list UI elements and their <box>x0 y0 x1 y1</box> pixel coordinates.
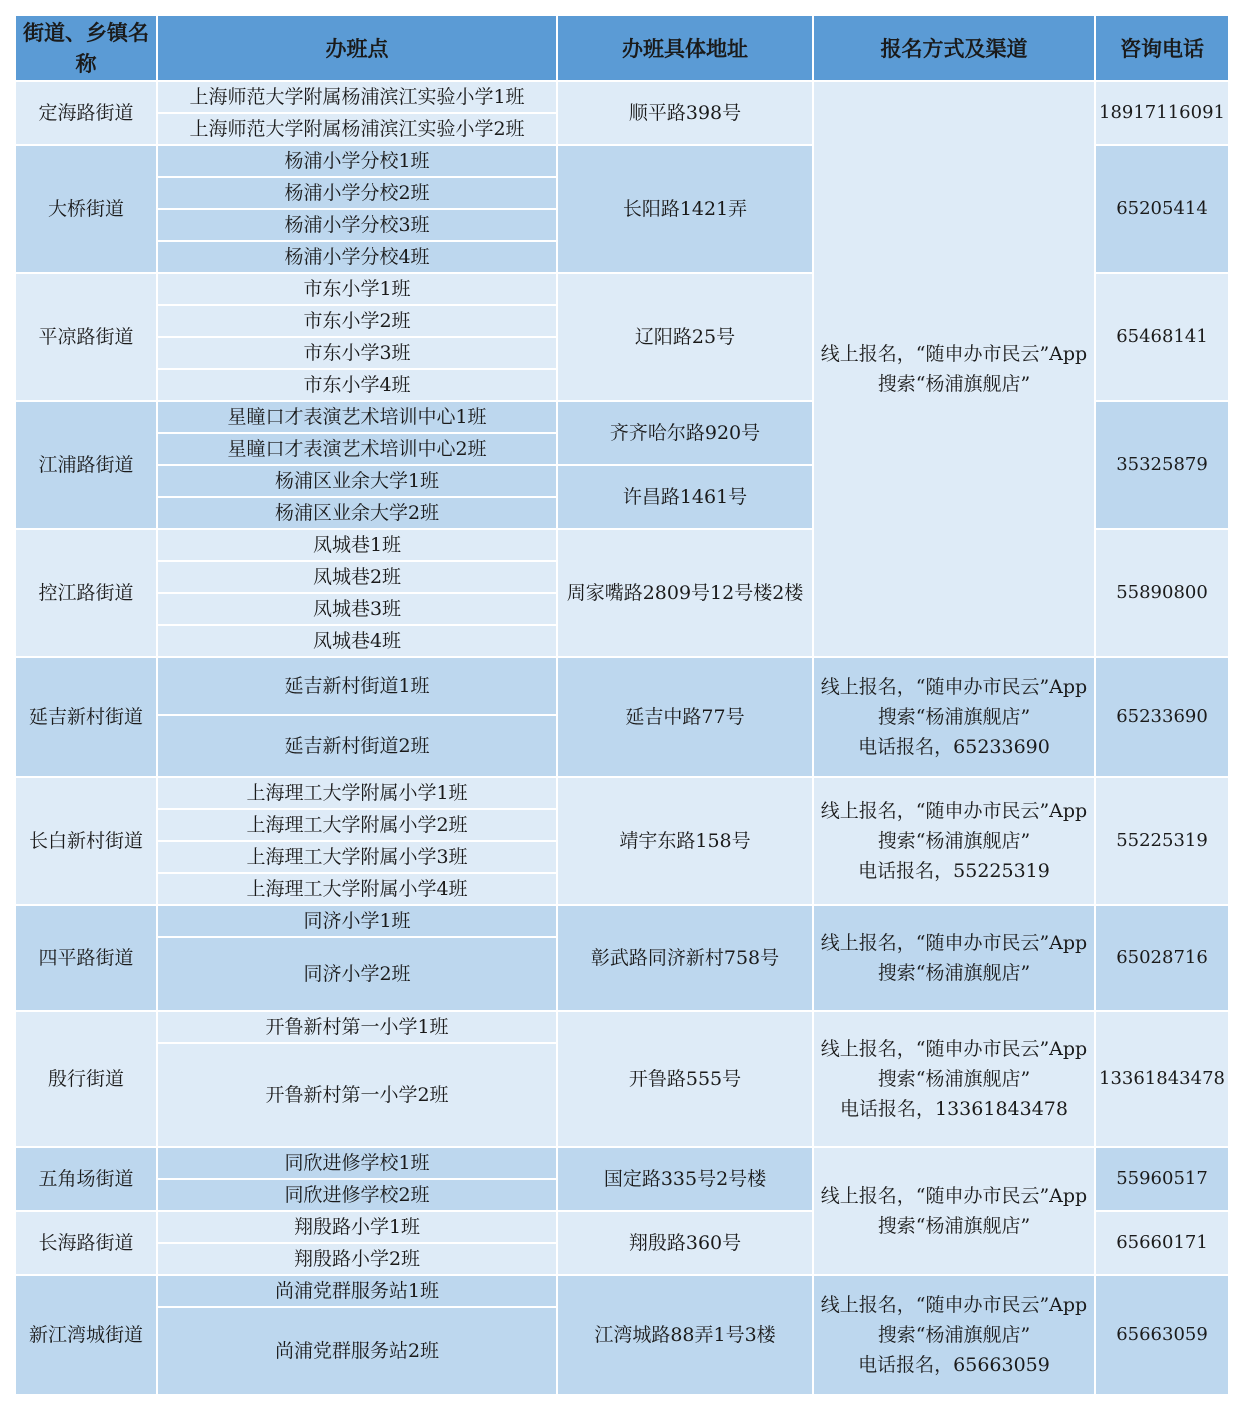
contact-phone: 65663059 <box>1095 1275 1229 1395</box>
class-site: 星瞳口才表演艺术培训中心2班 <box>157 433 557 465</box>
class-address: 周家嘴路2809号12号楼2楼 <box>557 529 813 657</box>
district-name: 五角场街道 <box>15 1147 157 1211</box>
class-site: 上海理工大学附属小学2班 <box>157 809 557 841</box>
class-address: 长阳路1421弄 <box>557 145 813 273</box>
class-site: 市东小学3班 <box>157 337 557 369</box>
registration-method <box>813 905 1095 1011</box>
district-name: 殷行街道 <box>15 1011 157 1147</box>
district-name: 定海路街道 <box>15 81 157 145</box>
registration-search: 搜索“杨浦旗舰店” <box>877 1068 1031 1090</box>
district-name: 延吉新村街道 <box>15 657 157 777</box>
class-site: 开鲁新村第一小学2班 <box>157 1043 557 1147</box>
district-name: 长海路街道 <box>15 1211 157 1275</box>
table-row <box>15 905 1229 937</box>
table-row <box>15 657 1229 715</box>
table-row <box>15 81 1229 113</box>
contact-phone: 65028716 <box>1095 905 1229 1011</box>
table-row <box>15 1275 1229 1307</box>
class-site: 尚浦党群服务站1班 <box>157 1275 557 1307</box>
registration-search: 搜索“杨浦旗舰店” <box>877 1215 1031 1237</box>
class-address: 翔殷路360号 <box>557 1211 813 1275</box>
class-address: 延吉中路77号 <box>557 657 813 777</box>
header-row <box>15 15 1229 81</box>
header-address: 办班具体地址 <box>557 15 813 81</box>
registration-method <box>813 777 1095 905</box>
class-site: 星瞳口才表演艺术培训中心1班 <box>157 401 557 433</box>
contact-phone: 65233690 <box>1095 657 1229 777</box>
class-address: 江湾城路88弄1号3楼 <box>557 1275 813 1395</box>
registration-search: 搜索“杨浦旗舰店” <box>877 1324 1031 1346</box>
registration-phone: 电话报名，65663059 <box>858 1354 1050 1376</box>
registration-online: 线上报名，“随申办市民云”App <box>820 343 1088 365</box>
registration-phone: 电话报名，55225319 <box>858 860 1050 882</box>
class-site: 凤城巷3班 <box>157 593 557 625</box>
class-site: 杨浦小学分校4班 <box>157 241 557 273</box>
registration-method <box>813 1275 1095 1395</box>
registration-method <box>813 81 1095 657</box>
contact-phone: 35325879 <box>1095 401 1229 529</box>
class-site: 市东小学4班 <box>157 369 557 401</box>
class-address: 齐齐哈尔路920号 <box>557 401 813 465</box>
table-row <box>15 777 1229 809</box>
class-site: 凤城巷4班 <box>157 625 557 657</box>
registration-search: 搜索“杨浦旗舰店” <box>877 962 1031 984</box>
class-site: 杨浦小学分校2班 <box>157 177 557 209</box>
registration-online: 线上报名，“随申办市民云”App <box>820 676 1088 698</box>
registration-method <box>813 657 1095 777</box>
class-address: 许昌路1461号 <box>557 465 813 529</box>
contact-phone: 18917116091 <box>1095 81 1229 145</box>
table-row <box>15 1147 1229 1179</box>
header-class-site: 办班点 <box>157 15 557 81</box>
class-site: 杨浦小学分校3班 <box>157 209 557 241</box>
district-name: 四平路街道 <box>15 905 157 1011</box>
class-site: 市东小学2班 <box>157 305 557 337</box>
class-site: 延吉新村街道2班 <box>157 715 557 777</box>
class-site: 同济小学1班 <box>157 905 557 937</box>
class-site: 延吉新村街道1班 <box>157 657 557 715</box>
class-site: 上海师范大学附属杨浦滨江实验小学1班 <box>157 81 557 113</box>
district-name: 江浦路街道 <box>15 401 157 529</box>
contact-phone: 13361843478 <box>1095 1011 1229 1147</box>
header-phone: 咨询电话 <box>1095 15 1229 81</box>
contact-phone: 55960517 <box>1095 1147 1229 1211</box>
registration-method <box>813 1011 1095 1147</box>
class-address: 顺平路398号 <box>557 81 813 145</box>
contact-phone: 65660171 <box>1095 1211 1229 1275</box>
class-address: 国定路335号2号楼 <box>557 1147 813 1211</box>
contact-phone: 65468141 <box>1095 273 1229 401</box>
class-site: 开鲁新村第一小学1班 <box>157 1011 557 1043</box>
registration-online: 线上报名，“随申办市民云”App <box>820 1185 1088 1207</box>
class-site: 杨浦小学分校1班 <box>157 145 557 177</box>
district-name: 新江湾城街道 <box>15 1275 157 1395</box>
class-site: 杨浦区业余大学2班 <box>157 497 557 529</box>
registration-online: 线上报名，“随申办市民云”App <box>820 1038 1088 1060</box>
registration-phone: 电话报名，65233690 <box>858 736 1050 758</box>
class-site: 同欣进修学校1班 <box>157 1147 557 1179</box>
registration-online: 线上报名，“随申办市民云”App <box>820 1294 1088 1316</box>
contact-phone: 65205414 <box>1095 145 1229 273</box>
registration-online: 线上报名，“随申办市民云”App <box>820 932 1088 954</box>
class-site: 翔殷路小学2班 <box>157 1243 557 1275</box>
contact-phone: 55890800 <box>1095 529 1229 657</box>
table-row <box>15 1011 1229 1043</box>
district-name: 控江路街道 <box>15 529 157 657</box>
class-address: 辽阳路25号 <box>557 273 813 401</box>
header-registration: 报名方式及渠道 <box>813 15 1095 81</box>
enrollment-table <box>14 14 1230 1396</box>
registration-search: 搜索“杨浦旗舰店” <box>877 373 1031 395</box>
contact-phone: 55225319 <box>1095 777 1229 905</box>
class-address: 开鲁路555号 <box>557 1011 813 1147</box>
class-site: 凤城巷2班 <box>157 561 557 593</box>
class-address: 彰武路同济新村758号 <box>557 905 813 1011</box>
district-name: 长白新村街道 <box>15 777 157 905</box>
district-name: 大桥街道 <box>15 145 157 273</box>
registration-search: 搜索“杨浦旗舰店” <box>877 830 1031 852</box>
registration-method <box>813 1147 1095 1275</box>
class-site: 上海理工大学附属小学4班 <box>157 873 557 905</box>
registration-phone: 电话报名，13361843478 <box>840 1098 1068 1120</box>
class-address: 靖宇东路158号 <box>557 777 813 905</box>
class-site: 翔殷路小学1班 <box>157 1211 557 1243</box>
class-site: 上海师范大学附属杨浦滨江实验小学2班 <box>157 113 557 145</box>
class-site: 市东小学1班 <box>157 273 557 305</box>
class-site: 同济小学2班 <box>157 937 557 1011</box>
class-site: 上海理工大学附属小学1班 <box>157 777 557 809</box>
registration-online: 线上报名，“随申办市民云”App <box>820 800 1088 822</box>
header-district: 街道、乡镇名称 <box>15 15 157 81</box>
class-site: 上海理工大学附属小学3班 <box>157 841 557 873</box>
registration-search: 搜索“杨浦旗舰店” <box>877 706 1031 728</box>
class-site: 凤城巷1班 <box>157 529 557 561</box>
district-name: 平凉路街道 <box>15 273 157 401</box>
class-site: 尚浦党群服务站2班 <box>157 1307 557 1395</box>
class-site: 杨浦区业余大学1班 <box>157 465 557 497</box>
class-site: 同欣进修学校2班 <box>157 1179 557 1211</box>
